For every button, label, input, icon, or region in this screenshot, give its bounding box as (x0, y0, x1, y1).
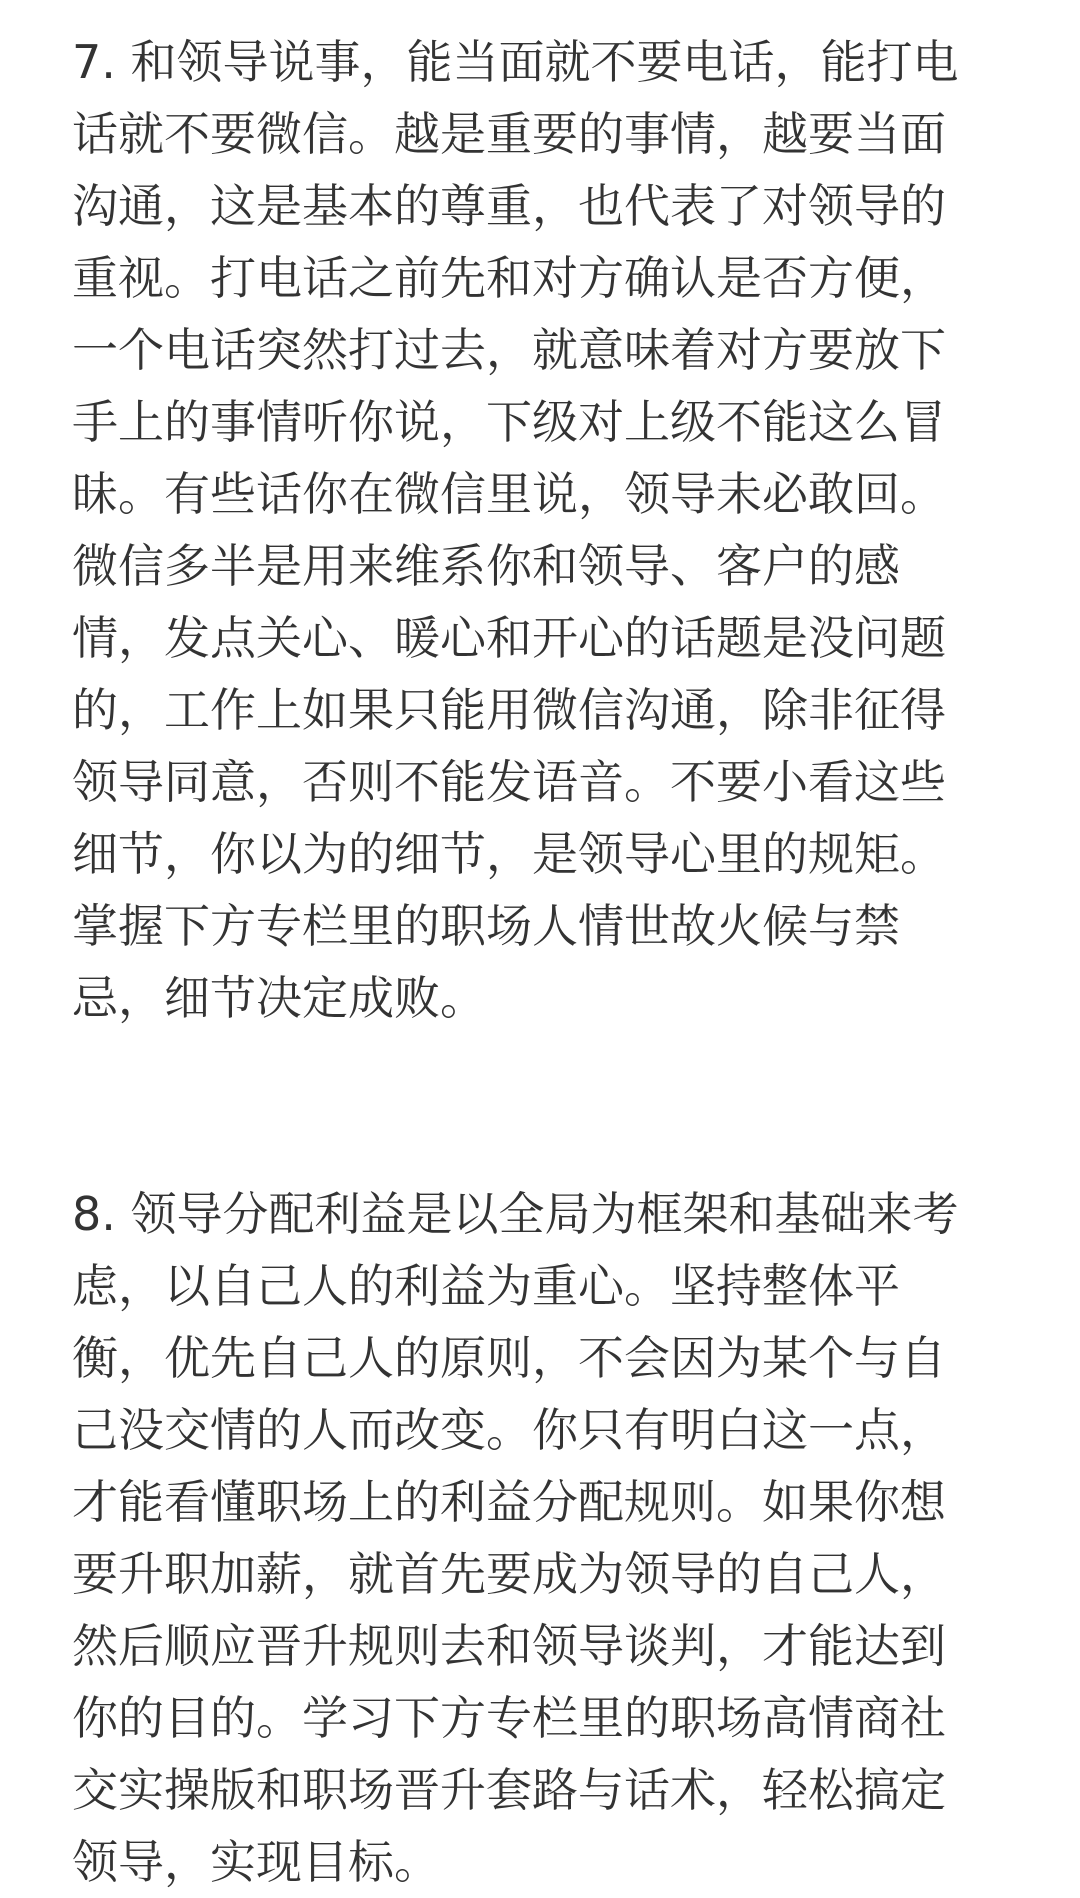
text-line: 7. 和领导说事，能当面就不要电话，能打电 (72, 35, 959, 89)
text-line: 交实操版和职场晋升套路与话术，轻松搞定 (72, 1763, 946, 1817)
text-line: 己没交情的人而改变。你只有明白这一点， (72, 1403, 946, 1457)
text-line: 掌握下方专栏里的职场人情世故火候与禁 (72, 899, 900, 953)
text-line: 然后顺应晋升规则去和领导谈判，才能达到 (72, 1619, 946, 1673)
text-line: 的，工作上如果只能用微信沟通，除非征得 (72, 683, 946, 737)
text-line: 一个电话突然打过去，就意味着对方要放下 (72, 323, 946, 377)
text-line: 手上的事情听你说，下级对上级不能这么冒 (72, 395, 946, 449)
text-line: 情，发点关心、暖心和开心的话题是没问题 (72, 611, 946, 665)
text-line: 领导同意，否则不能发语音。不要小看这些 (72, 755, 946, 809)
text-line: 昧。有些话你在微信里说，领导未必敢回。 (72, 467, 946, 521)
text-line: 话就不要微信。越是重要的事情，越要当面 (72, 107, 946, 161)
text-line: 才能看懂职场上的利益分配规则。如果你想 (72, 1475, 946, 1529)
text-line: 重视。打电话之前先和对方确认是否方便， (72, 251, 946, 305)
text-line: 领导，实现目标。 (72, 1835, 440, 1889)
text-line: 8. 领导分配利益是以全局为框架和基础来考 (72, 1187, 959, 1241)
text-line: 你的目的。学习下方专栏里的职场高情商社 (72, 1691, 946, 1745)
text-line: 要升职加薪，就首先要成为领导的自己人， (72, 1547, 946, 1601)
article-body (72, 26, 1012, 1898)
text-line: 忌，细节决定成败。 (72, 971, 486, 1025)
paragraph-8 (72, 1178, 1012, 1898)
text-line: 虑，以自己人的利益为重心。坚持整体平 (72, 1259, 900, 1313)
paragraph-spacer (72, 1034, 1012, 1178)
text-line: 细节，你以为的细节，是领导心里的规矩。 (72, 827, 946, 881)
text-line: 微信多半是用来维系你和领导、客户的感 (72, 539, 900, 593)
text-line: 衡，优先自己人的原则，不会因为某个与自 (72, 1331, 946, 1385)
text-line: 沟通，这是基本的尊重，也代表了对领导的 (72, 179, 946, 233)
paragraph-7 (72, 26, 1012, 1034)
